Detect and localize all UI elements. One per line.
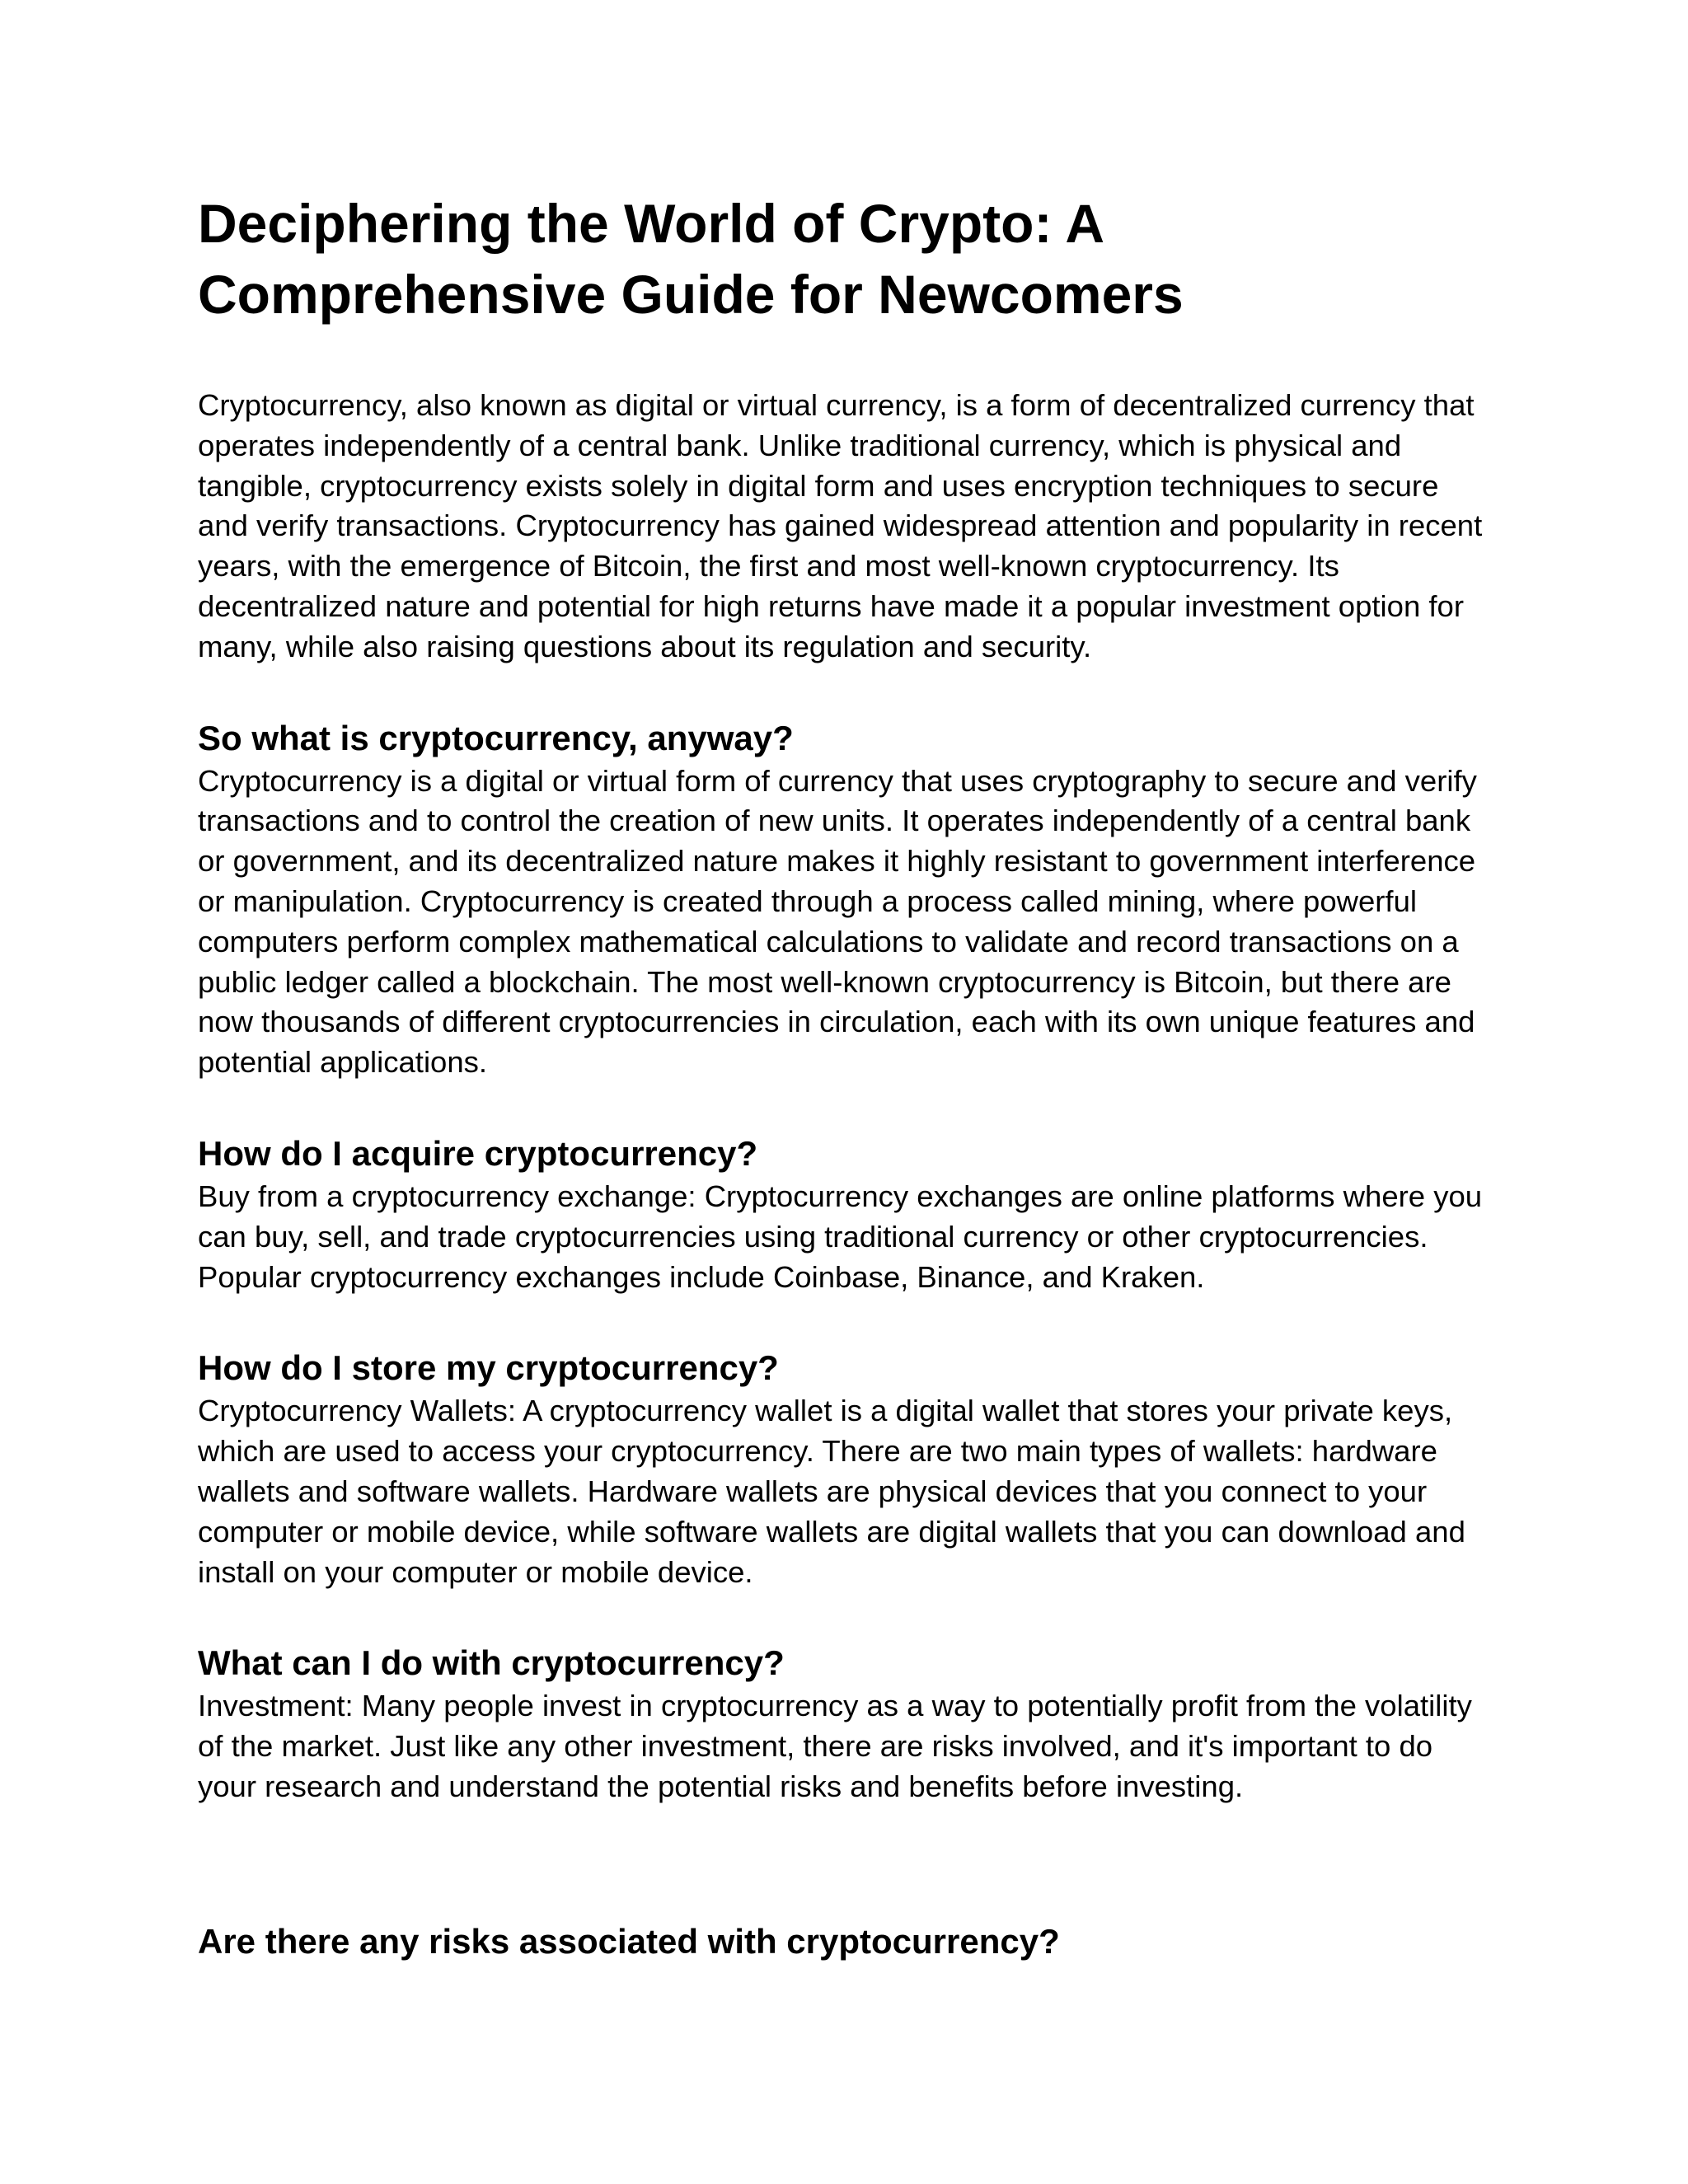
section-heading: How do I store my cryptocurrency?: [198, 1348, 779, 1388]
document-title: Deciphering the World of Crypto: A Comprehensive Guide for Newcomers: [198, 193, 1184, 325]
section-heading: What can I do with cryptocurrency?: [198, 1643, 785, 1683]
section-heading: How do I acquire cryptocurrency?: [198, 1133, 758, 1173]
section-paragraph: Buy from a cryptocurrency exchange: Cryptocurrency exchanges are online platforms where you can buy, sell, and trade cryptocurrencies using traditional currency or other cryptocurrencies. Popular cryptocurrency exchanges include Coinbase, Binance, and Kraken.: [198, 1179, 1483, 1294]
section-risks-crypto: [198, 1920, 1492, 1963]
section-heading: Are there any risks associated with cryptocurrency?: [198, 1922, 1060, 1961]
intro-paragraph: Cryptocurrency, also known as digital or virtual currency, is a form of decentralized currency that operates independently of a central bank. Unlike traditional currency, which is physical and tangible, cryptocurrency exists solely in digital form and uses encryption techniques to secure and verify transactions. Cryptocurrency has gained widespread attention and popularity in recent years, with the emergence of Bitcoin, the first and most well-known cryptocurrency. Its decentralized nature and potential for high returns have made it a popular investment option for many, while also raising questions about its regulation and security.: [198, 388, 1483, 663]
document-content: [198, 188, 1492, 1807]
section-paragraph: Cryptocurrency Wallets: A cryptocurrency wallet is a digital wallet that stores your private keys, which are used to access your cryptocurrency. There are two main types of wallets: hardware wallets and software wallets. Hardware wallets are physical devices that you connect to your computer or mobile device, while software wallets are digital wallets that you can download and install on your computer or mobile device.: [198, 1394, 1465, 1589]
section-store-crypto: [198, 1347, 1492, 1592]
section-acquire-crypto: [198, 1132, 1492, 1297]
section-heading: So what is cryptocurrency, anyway?: [198, 718, 794, 757]
section-paragraph: Cryptocurrency is a digital or virtual form of currency that uses cryptography to secure and verify transactions and to control the creation of new units. It operates independently of a central bank or government, and its decentralized nature makes it highly resistant to government interference or manipulation. Cryptocurrency is created through a process called mining, where powerful computers perform complex mathematical calculations to validate and record transactions on a public ledger called a blockchain. The most well-known cryptocurrency is Bitcoin, but there are now thousands of different cryptocurrencies in circulation, each with its own unique features and potential applications.: [198, 763, 1477, 1080]
section-what-is-crypto: [198, 717, 1492, 1083]
section-paragraph: Investment: Many people invest in cryptocurrency as a way to potentially profit from the volatility of the market. Just like any other investment, there are risks involved, and it's important to do your research and understand the potential risks and benefits before investing.: [198, 1689, 1472, 1803]
section-use-crypto: [198, 1642, 1492, 1807]
